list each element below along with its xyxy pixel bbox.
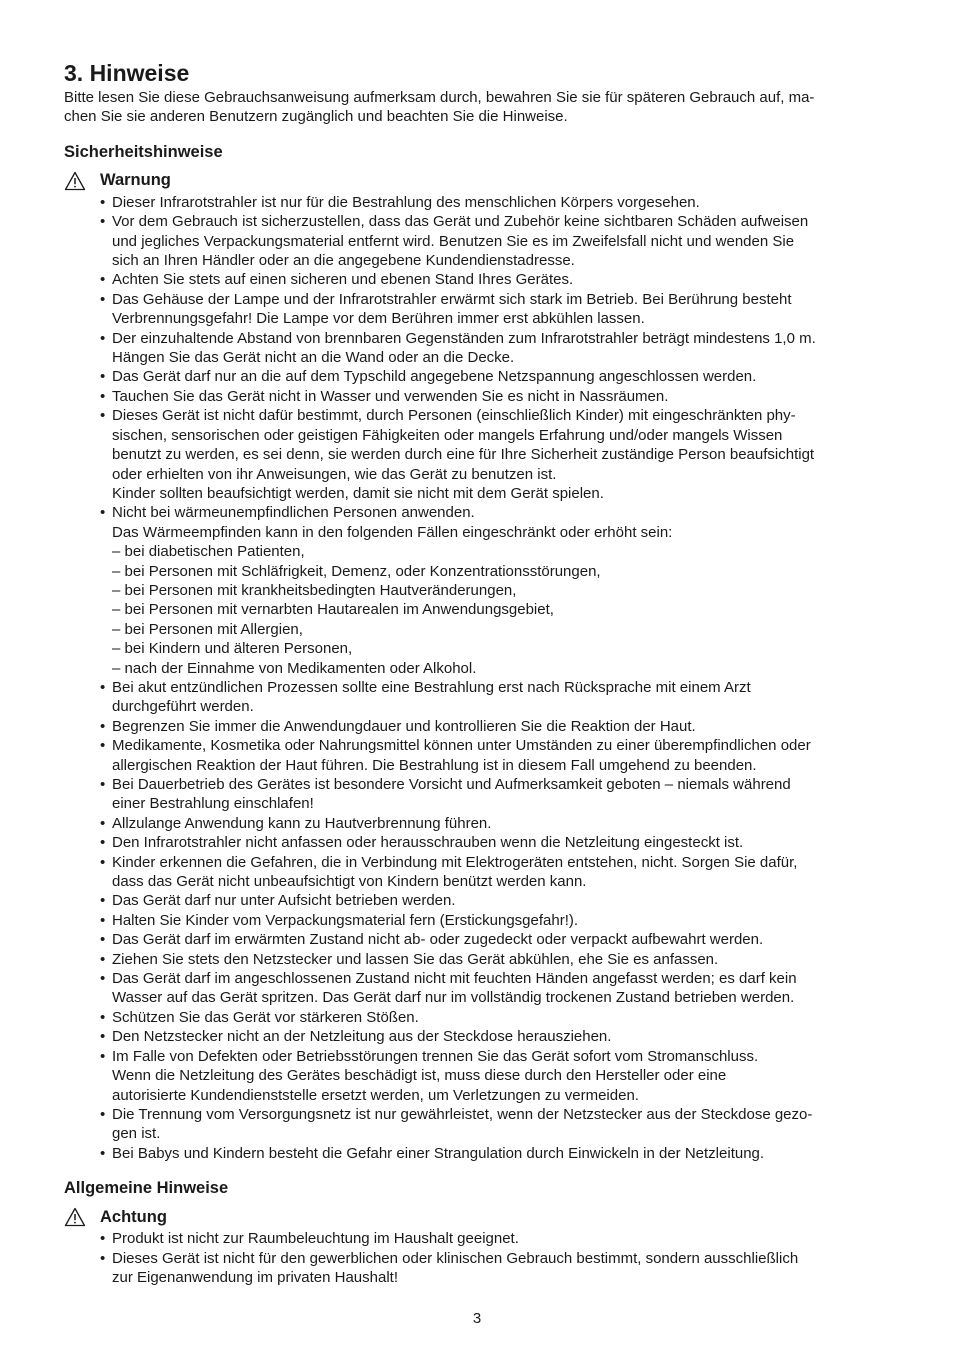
list-item bbox=[100, 930, 886, 949]
bullet-mark: • bbox=[100, 814, 106, 832]
item-line: Medikamente, Kosmetika oder Nahrungsmittel können unter Umständen zu einer überempfindlichen oder bbox=[112, 737, 811, 755]
item-line: – nach der Einnahme von Medikamenten oder Alkohol. bbox=[112, 659, 477, 677]
list-item bbox=[100, 329, 886, 368]
intro-paragraph bbox=[64, 88, 886, 127]
item-line: Schützen Sie das Gerät vor stärkeren Stößen. bbox=[112, 1008, 419, 1026]
item-line: Das Gerät darf nur an die auf dem Typschild angegebene Netzspannung angeschlossen werden. bbox=[112, 368, 757, 386]
bullet-mark: • bbox=[100, 776, 106, 793]
list-item bbox=[100, 290, 886, 329]
bullet-mark: • bbox=[100, 717, 106, 735]
item-line: gen ist. bbox=[112, 1125, 161, 1143]
item-line: durchgeführt werden. bbox=[112, 698, 254, 716]
safety-heading: Sicherheitshinweise bbox=[64, 142, 223, 161]
item-line: Wasser auf das Gerät spritzen. Das Gerät darf nur im vollständig trockenen Zustand betrieben werden. bbox=[112, 989, 795, 1007]
bullet-mark: • bbox=[100, 368, 106, 386]
item-line: Bei akut entzündlichen Prozessen sollte eine Bestrahlung erst nach Rücksprache mit einem Arzt bbox=[112, 678, 751, 696]
list-item bbox=[100, 193, 886, 212]
bullet-mark: • bbox=[100, 1144, 106, 1162]
item-line: Die Trennung vom Versorgungsnetz ist nur gewährleistet, wenn der Netzstecker aus der Steckdose gezo- bbox=[112, 1105, 813, 1123]
bullet-mark: • bbox=[100, 678, 106, 696]
caution-label: Achtung bbox=[100, 1207, 167, 1226]
item-line: Hängen Sie das Gerät nicht an die Wand oder an die Decke. bbox=[112, 349, 515, 367]
bullet-mark: • bbox=[100, 329, 106, 347]
item-line: Dieses Gerät ist nicht dafür bestimmt, durch Personen (einschließlich Kinder) mit eingeschränkten phy- bbox=[112, 407, 796, 425]
item-line: Das Gerät darf im erwärmten Zustand nicht ab- oder zugedeckt oder verpackt aufbewahrt werden. bbox=[112, 931, 764, 949]
bullet-mark: • bbox=[100, 387, 106, 405]
item-line: Dieser Infrarotstrahler ist nur für die Bestrahlung des menschlichen Körpers vorgesehen. bbox=[112, 193, 700, 211]
item-line: autorisierte Kundendienststelle ersetzt werden, um Verletzungen zu vermeiden. bbox=[112, 1086, 639, 1104]
bullet-mark: • bbox=[100, 1028, 106, 1046]
list-item bbox=[100, 367, 886, 386]
item-line: Nicht bei wärmeunempfindlichen Personen anwenden. bbox=[112, 504, 475, 522]
bullet-mark: • bbox=[100, 1105, 106, 1123]
bullet-mark: • bbox=[100, 853, 106, 871]
item-line: Den Infrarotstrahler nicht anfassen oder herausschrauben wenn die Netzleitung eingesteckt ist. bbox=[112, 834, 744, 852]
item-line: Kinder erkennen die Gefahren, die in Verbindung mit Elektrogeräten entstehen, nicht. Sorgen Sie dafür, bbox=[112, 853, 798, 871]
list-item bbox=[100, 212, 886, 270]
general-list bbox=[64, 1229, 886, 1287]
list-item bbox=[100, 1144, 886, 1163]
item-line: Allzulange Anwendung kann zu Hautverbrennung führen. bbox=[112, 814, 492, 832]
bullet-mark: • bbox=[100, 1047, 106, 1065]
bullet-mark: • bbox=[100, 1249, 106, 1267]
item-line: sischen, sensorischen oder geistigen Fähigkeiten oder mangels Erfahrung und/oder mangels Wissen bbox=[112, 426, 783, 444]
list-item bbox=[100, 891, 886, 910]
item-line: Ziehen Sie stets den Netzstecker und lassen Sie das Gerät abkühlen, ehe Sie es anfassen. bbox=[112, 950, 719, 968]
list-item bbox=[100, 853, 886, 892]
item-line: – bei Personen mit vernarbten Hautarealen im Anwendungsgebiet, bbox=[112, 601, 554, 619]
bullet-mark: • bbox=[100, 737, 106, 755]
item-line: Bei Dauerbetrieb des Gerätes ist besondere Vorsicht und Aufmerksamkeit geboten – niemals während bbox=[112, 776, 791, 793]
list-item bbox=[100, 969, 886, 1008]
list-item bbox=[100, 270, 886, 289]
section-title: 3. Hinweise bbox=[64, 60, 190, 86]
warning-label: Warnung bbox=[100, 171, 171, 190]
item-line: Den Netzstecker nicht an der Netzleitung aus der Steckdose herausziehen. bbox=[112, 1028, 612, 1046]
list-item bbox=[100, 775, 886, 814]
item-line: Achten Sie stets auf einen sicheren und ebenen Stand Ihres Gerätes. bbox=[112, 271, 574, 289]
page-number: 3 bbox=[472, 1310, 482, 1327]
item-line: Das Gerät darf im angeschlossenen Zustand nicht mit feuchten Händen angefasst werden; es darf kein bbox=[112, 970, 797, 988]
bullet-mark: • bbox=[100, 892, 106, 910]
bullet-mark: • bbox=[100, 970, 106, 988]
item-line: Bei Babys und Kindern besteht die Gefahr einer Strangulation durch Einwickeln in der Netzleitung. bbox=[112, 1144, 765, 1162]
bullet-mark: • bbox=[100, 290, 106, 308]
item-line: Wenn die Netzleitung des Gerätes beschädigt ist, muss diese durch den Hersteller oder eine bbox=[112, 1067, 727, 1085]
bullet-mark: • bbox=[100, 911, 106, 929]
item-line: Das Gerät darf nur unter Aufsicht betrieben werden. bbox=[112, 892, 456, 910]
list-item bbox=[100, 1229, 886, 1248]
item-line: sich an Ihren Händler oder an die angegebene Kundendienstadresse. bbox=[112, 252, 575, 270]
bullet-mark: • bbox=[100, 271, 106, 289]
bullet-mark: • bbox=[100, 931, 106, 949]
item-line: einer Bestrahlung einschlafen! bbox=[112, 795, 314, 813]
bullet-mark: • bbox=[100, 950, 106, 968]
item-line: allergischen Reaktion der Haut führen. Die Bestrahlung ist in diesem Fall umgehend zu beenden. bbox=[112, 756, 757, 774]
intro-line: Bitte lesen Sie diese Gebrauchsanweisung aufmerksam durch, bewahren Sie sie für späteren Gebrauch auf, ma- bbox=[64, 89, 815, 106]
caution-header bbox=[64, 1205, 886, 1229]
item-line: Dieses Gerät ist nicht für den gewerblichen oder klinischen Gebrauch bestimmt, sondern ausschließlich bbox=[112, 1249, 799, 1267]
item-line: und jegliches Verpackungsmaterial entfernt wird. Benutzen Sie es im Zweifelsfall nicht und wenden Sie bbox=[112, 232, 795, 250]
bullet-mark: • bbox=[100, 213, 106, 231]
bullet-mark: • bbox=[100, 1230, 106, 1248]
intro-line: chen Sie sie anderen Benutzern zugänglich und beachten Sie die Hinweise. bbox=[64, 108, 568, 126]
list-item bbox=[100, 736, 886, 775]
warning-triangle-icon bbox=[64, 1207, 86, 1227]
list-item bbox=[100, 1047, 886, 1105]
item-line: Halten Sie Kinder vom Verpackungsmaterial fern (Erstickungsgefahr!). bbox=[112, 911, 579, 929]
item-line: Tauchen Sie das Gerät nicht in Wasser und verwenden Sie es nicht in Nassräumen. bbox=[112, 387, 669, 405]
item-line: Das Gehäuse der Lampe und der Infrarotstrahler erwärmt sich stark im Betrieb. Bei Berührung besteht bbox=[112, 290, 792, 308]
item-line: Verbrennungsgefahr! Die Lampe vor dem Berühren immer erst abkühlen lassen. bbox=[112, 310, 645, 328]
item-line: oder erhielten von ihr Anweisungen, wie das Gerät zu benutzen ist. bbox=[112, 465, 557, 483]
item-line: – bei Personen mit Schläfrigkeit, Demenz, oder Konzentrationsstörungen, bbox=[112, 562, 601, 580]
item-line: zur Eigenanwendung im privaten Haushalt! bbox=[112, 1268, 399, 1286]
bullet-mark: • bbox=[100, 193, 106, 211]
list-item bbox=[100, 1249, 886, 1288]
list-item bbox=[100, 814, 886, 833]
item-line: – bei diabetischen Patienten, bbox=[112, 543, 305, 561]
bullet-mark: • bbox=[100, 407, 106, 425]
warning-header bbox=[64, 169, 886, 193]
general-heading: Allgemeine Hinweise bbox=[64, 1179, 229, 1198]
list-item bbox=[100, 503, 886, 678]
list-item bbox=[100, 1027, 886, 1046]
list-item bbox=[100, 717, 886, 736]
list-item bbox=[100, 678, 886, 717]
list-item bbox=[100, 1008, 886, 1027]
item-line: benutzt zu werden, es sei denn, sie werden durch eine für Ihre Sicherheit zuständige Person beaufsichtigt bbox=[112, 446, 815, 464]
list-item bbox=[100, 1105, 886, 1144]
bullet-mark: • bbox=[100, 834, 106, 852]
list-item bbox=[100, 911, 886, 930]
list-item bbox=[100, 833, 886, 852]
list-item bbox=[100, 950, 886, 969]
safety-list bbox=[64, 193, 886, 1163]
item-line: – bei Personen mit Allergien, bbox=[112, 620, 303, 638]
item-line: Das Wärmeempfinden kann in den folgenden Fällen eingeschränkt oder erhöht sein: bbox=[112, 523, 673, 541]
bullet-mark: • bbox=[100, 1008, 106, 1026]
item-line: – bei Personen mit krankheitsbedingten Hautveränderungen, bbox=[112, 581, 517, 599]
item-line: dass das Gerät nicht unbeaufsichtigt von Kindern benützt werden kann. bbox=[112, 873, 587, 891]
item-line: Produkt ist nicht zur Raumbeleuchtung im Haushalt geeignet. bbox=[112, 1230, 519, 1248]
item-line: Begrenzen Sie immer die Anwendungdauer und kontrollieren Sie die Reaktion der Haut. bbox=[112, 717, 696, 735]
list-item bbox=[100, 406, 886, 503]
item-line: Der einzuhaltende Abstand von brennbaren Gegenständen zum Infrarotstrahler beträgt mindestens 1,0 m. bbox=[112, 329, 816, 347]
document-page bbox=[64, 58, 886, 1287]
item-line: Vor dem Gebrauch ist sicherzustellen, dass das Gerät und Zubehör keine sichtbaren Schäden aufweisen bbox=[112, 213, 809, 231]
item-line: Kinder sollten beaufsichtigt werden, damit sie nicht mit dem Gerät spielen. bbox=[112, 484, 604, 502]
warning-triangle-icon bbox=[64, 171, 86, 191]
bullet-mark: • bbox=[100, 504, 106, 522]
item-line: Im Falle von Defekten oder Betriebsstörungen trennen Sie das Gerät sofort vom Stromanschluss. bbox=[112, 1047, 759, 1065]
item-line: – bei Kindern und älteren Personen, bbox=[112, 640, 353, 658]
list-item bbox=[100, 387, 886, 406]
